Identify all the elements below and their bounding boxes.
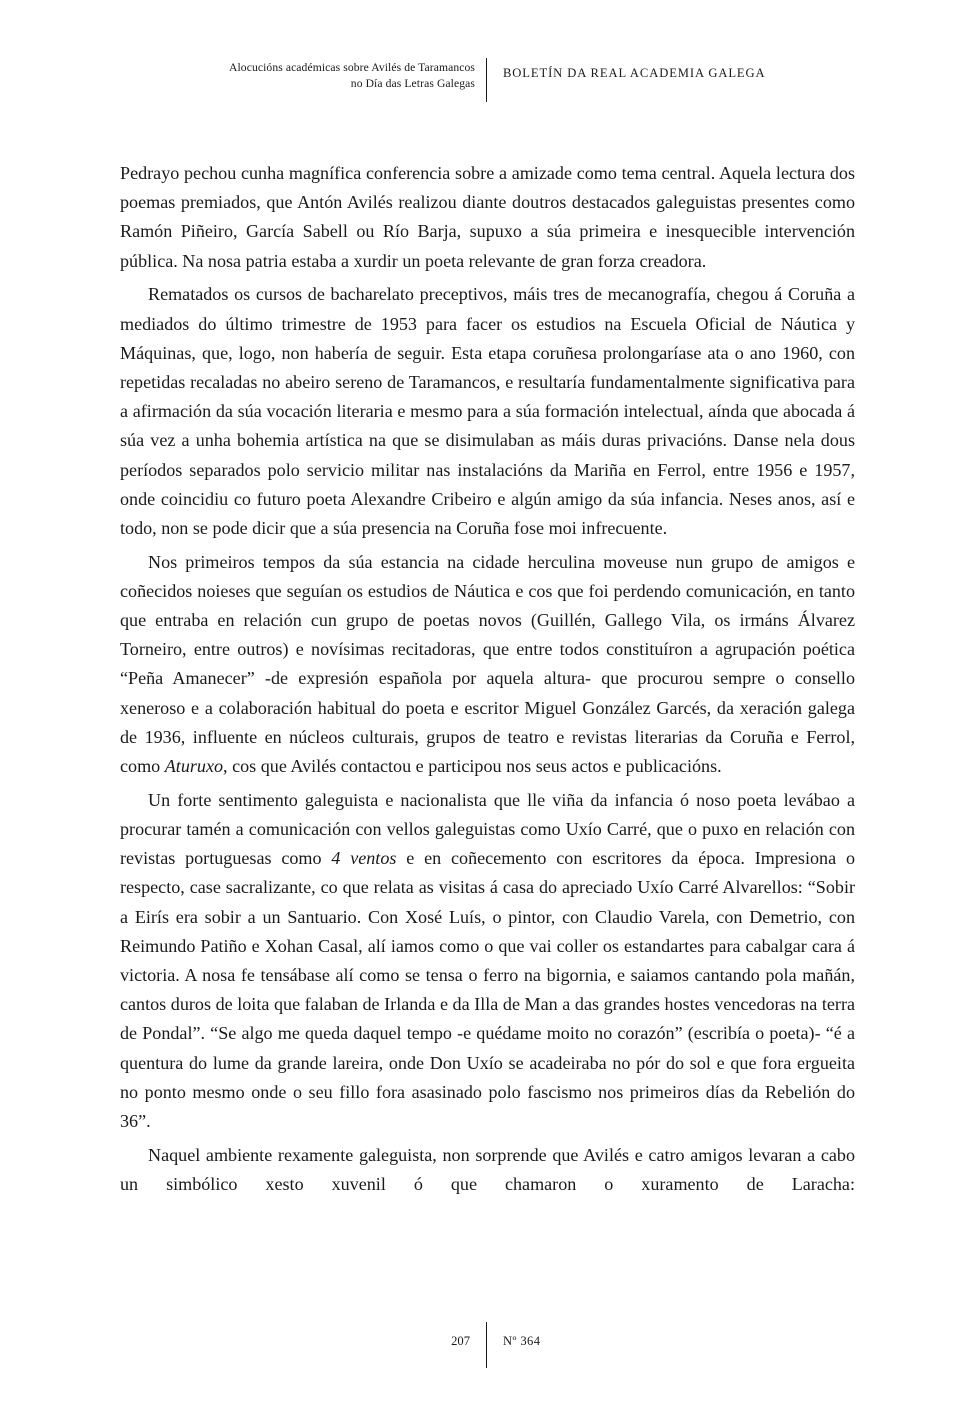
paragraph-3-text: Nos primeiros tempos da súa estancia na cidade herculina moveuse nun grupo de amigos e coñecidos noieses que seguían os estudios de Náutica e cos que foi perdendo comunicación, en tanto que entraba en relación cun grupo de poetas novos (Guillén, Gallego Vila, os irmáns Álvarez Torneiro, entre outros) e novísimas recitadoras, que entre todos constituíron a agrupación poética “Peña Amanecer” -de expresión española por aquela altura- que procurou sempre o consello xeneroso e a colaboración habitual do poeta e escritor Miguel González Garcés, da xeración galega de 1936, influente en núcleos culturais, grupos de teatro e revistas literarias da Coruña e Ferrol, como — [120, 551, 855, 777]
paragraph-2: Rematados os cursos de bacharelato preceptivos, máis tres de mecanografía, chegou á Coruña a mediados do último trimestre de 1953 para facer os estudios na Escuela Oficial de Náutica y Máquinas, que, logo, non habería de seguir. Esta etapa coruñesa prolongaríase ata o ano 1960, con repetidas recaladas no abeiro sereno de Taramancos, e resultaría fundamentalmente significativa para a afirmación da súa vocación literaria e mesmo para a súa formación intelectual, aínda que abocada á súa vez a unha bohemia artística na que se disimulaban as máis duras privacións. Danse nela dous períodos separados polo servicio militar nas instalacións da Mariña en Ferrol, entre 1956 e 1957, onde coincidiu co futuro poeta Alexandre Cribeiro e algún amigo da súa infancia. Neses anos, así e todo, non se pode dicir que a súa presencia na Coruña fose moi infrecuente. — [120, 284, 855, 538]
page-header — [0, 58, 975, 102]
page-footer — [0, 1322, 975, 1368]
issue-number: Nº 364 — [503, 1334, 541, 1348]
paragraph-1: Pedrayo pechou cunha magnífica conferencia sobre a amizade como tema central. Aquela lectura dos poemas premiados, que Antón Avilés realizou diante doutros destacados galeguistas presentes como Ramón Piñeiro, García Sabell ou Río Barja, supuxo a súa primeira e inesquecible intervención pública. Na nosa patria estaba a xurdir un poeta relevante de gran forza creadora. — [120, 163, 855, 271]
header-divider — [486, 58, 487, 102]
running-title-line-1: Alocucións académicas sobre Avilés de Taramancos — [229, 61, 475, 74]
publication-title-aturuxo: Aturuxo — [164, 756, 224, 777]
paragraph-4 — [120, 786, 855, 1136]
article-body — [120, 159, 855, 1204]
journal-title: BOLETÍN DA REAL ACADEMIA GALEGA — [503, 66, 766, 80]
page-number: 207 — [451, 1334, 470, 1348]
paragraph-4-text-end: e en coñecemento con escritores da época. Impresiona o respecto, case sacralizante, co que relata as visitas á casa do apreciado Uxío Carré Alvarellos: “Sobir a Eirís era sobir a un Santuario. Con Xosé Luís, o pintor, con Claudio Varela, con Demetrio, con Reimundo Patiño e Xohan Casal, alí iamos como o que vai coller os estandartes para cabalgar cara á victoria. A nosa fe tensábase alí como se tensa o ferro na bigornia, e saiamos cantando pola mañán, cantos duros de loita que falaban de Irlanda e da Illa de Man a das grandes hostes vencedoras na terra de Pondal”. “Se algo me queda daquel tempo -e quédame moito no corazón” (escribía o poeta)- “é a quentura do lume da grande lareira, onde Don Uxío se acadeiraba no pór do sol e que fora ergueita no ponto mesmo onde o seu fillo fora asasinado polo fascismo nos primeiros días da Rebelión do 36”. — [120, 848, 855, 1131]
running-title — [229, 60, 475, 92]
publication-title-4-ventos: 4 ventos — [331, 848, 397, 869]
paragraph-5: Naquel ambiente rexamente galeguista, non sorprende que Avilés e catro amigos levaran a cabo un simbólico xesto xuvenil ó que chamaron o xuramento de Laracha: — [120, 1144, 855, 1194]
paragraph-4-text: Un forte sentimento galeguista e nacionalista que lle viña da infancia ó noso poeta levábao a procurar tamén a comunicación con vellos galeguistas como Uxío Carré, que o puxo en relación con revistas portuguesas como — [120, 789, 855, 869]
running-title-line-2: no Día das Letras Galegas — [350, 77, 475, 90]
paragraph-3 — [120, 548, 855, 782]
footer-divider — [486, 1322, 487, 1368]
paragraph-3-text-end: , cos que Avilés contactou e participou nos seus actos e publicacións. — [223, 756, 722, 777]
